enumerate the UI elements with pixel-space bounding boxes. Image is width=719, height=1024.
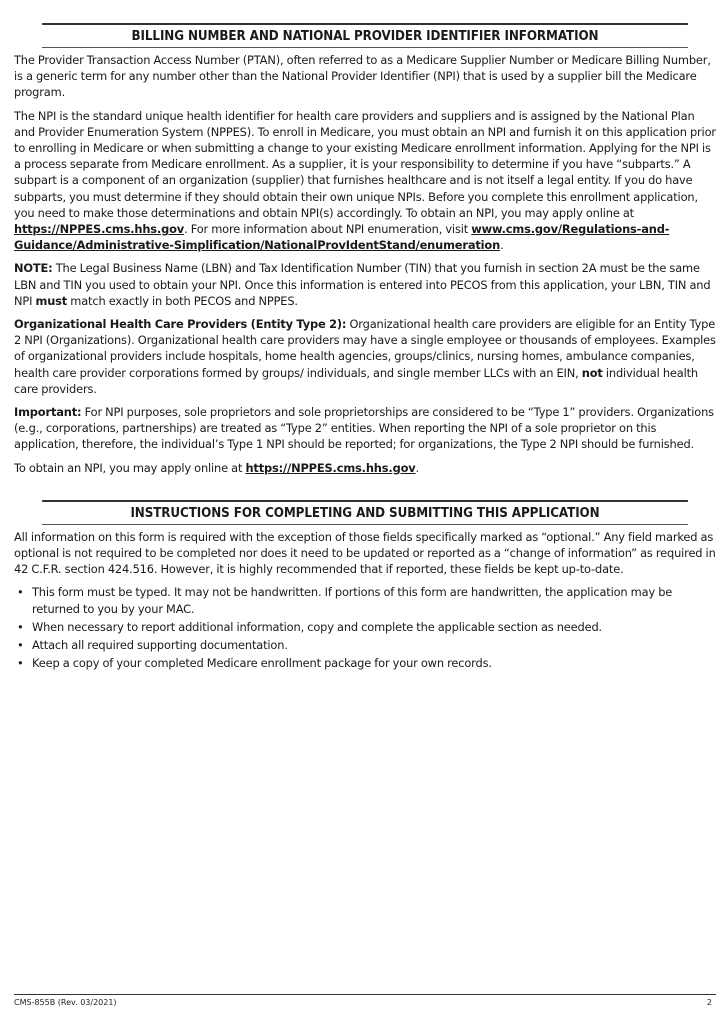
instructions-list [14, 584, 716, 671]
instructions-intro: All information on this form is required with the exception of those fields specifically marked as “optional.” Any field marked as optional is not required to be completed nor does it need to be updated or reported as a “change of information” as required in 42 C.F.R. section 424.516. However, it is highly recommended that if reported, these fields be kept up-to-date. [14, 529, 716, 577]
list-item-text: When necessary to report additional information, copy and complete the applicable section as needed. [32, 619, 603, 634]
obtain-npi-paragraph [14, 460, 716, 476]
important-paragraph [14, 404, 716, 453]
bullet-icon: • [17, 656, 24, 671]
billing-section [14, 23, 716, 476]
org-emphasis: not [581, 365, 603, 380]
note-label: NOTE: [14, 261, 53, 276]
note-emphasis: must [35, 293, 68, 308]
list-item [14, 655, 716, 671]
bullet-icon: • [17, 619, 24, 634]
nppes-link-2[interactable]: https://NPPES.cms.hhs.gov [245, 460, 416, 475]
bullet-icon: • [17, 585, 24, 600]
note-text: The Legal Business Name (LBN) and Tax Identification Number (TIN) that you furnish in section 2A must be the same LBN and TIN you used to obtain your NPI. Once this information is entered into PECOS from this application, your LBN, TIN and NPI [14, 261, 711, 308]
ptan-paragraph: The Provider Transaction Access Number (PTAN), often referred to as a Medicare Supplier Number or Medicare Billing Number, is a generic term for any number other than the National Provider Identifier (NPI) that is used by a supplier bill the Medicare program. [14, 53, 711, 100]
organizational-providers-paragraph [14, 316, 716, 397]
npi-paragraph-text: The NPI is the standard unique health identifier for health care providers and suppliers and is assigned by the National Plan and Provider Enumeration System (NPPES). To enroll in Medicare, you must obtain an NPI and furnish it on this application prior to enrolling in Medicare or when submitting a change to your existing Medicare enrollment information. Applying for the NPI is a process separate from Medicare enrollment. As a supplier, it is your responsibility to determine if you have “subparts.” A subpart is a component of an organization (supplier) that furnishes healthcare and is not itself a legal entity. If you do have subparts, you must determine if they should obtain their own unique NPIs. Before you complete this enrollment application, you need to make those determinations and obtain NPI(s) accordingly. To obtain an NPI, you may apply online at [14, 108, 716, 220]
section-heading-instructions: INSTRUCTIONS FOR COMPLETING AND SUBMITTING THIS APPLICATION [42, 500, 688, 525]
list-item-text: This form must be typed. It may not be handwritten. If portions of this form are handwritten, the application may be returned to you by your MAC. [32, 585, 673, 616]
instructions-section [14, 500, 716, 672]
list-item-text: Keep a copy of your completed Medicare enrollment package for your own records. [32, 656, 492, 671]
org-text-end: individual health care providers. [14, 365, 698, 396]
list-item-text: Attach all required supporting documentation. [32, 638, 288, 653]
obtain-npi-end: . [415, 460, 420, 475]
important-text: For NPI purposes, sole proprietors and sole proprietorships are considered to be “Type 1” providers. Organizations (e.g., corporations, partnerships) are treated as “Type 2” entities. When reporting the NPI of a sole proprietor on this application, therefore, the individual’s Type 1 NPI should be reported; for organizations, the Type 2 NPI should be furnished. [14, 405, 714, 452]
org-label: Organizational Health Care Providers (Entity Type 2): [14, 317, 347, 332]
document-page [14, 23, 716, 674]
note-text-end: match exactly in both PECOS and NPPES. [67, 293, 298, 308]
note-paragraph [14, 260, 716, 309]
npi-paragraph-end: . [500, 238, 504, 253]
page-footer [14, 994, 716, 1007]
list-item [14, 619, 716, 635]
org-text: Organizational health care providers are eligible for an Entity Type 2 NPI (Organizations). Organizational health care providers may have a single employee or thousands of employees. Examples of organizational providers include hospitals, home health agencies, groups/clinics, nursing homes, ambulance companies, health care provider corporations formed by groups/ individuals, and single member LLCs with an EIN, [14, 317, 716, 380]
section-spacer [14, 483, 716, 500]
list-item [14, 584, 716, 616]
cms-enumeration-link[interactable]: www.cms.gov/Regulations-and-Guidance/Administrative-Simplification/NationalProvIdentStand/enumeration [14, 222, 670, 253]
npi-paragraph [14, 108, 716, 254]
important-label: Important: [14, 405, 82, 420]
section-heading-billing: BILLING NUMBER AND NATIONAL PROVIDER IDENTIFIER INFORMATION [42, 23, 688, 48]
page-number: 2 [706, 998, 712, 1007]
nppes-link[interactable]: https://NPPES.cms.hhs.gov [14, 222, 185, 237]
list-item [14, 637, 716, 653]
obtain-npi-text: To obtain an NPI, you may apply online at [14, 460, 246, 475]
form-id: CMS-855B (Rev. 03/2021) [14, 998, 117, 1007]
bullet-icon: • [17, 638, 24, 653]
npi-paragraph-text-2: . For more information about NPI enumeration, visit [184, 222, 472, 237]
